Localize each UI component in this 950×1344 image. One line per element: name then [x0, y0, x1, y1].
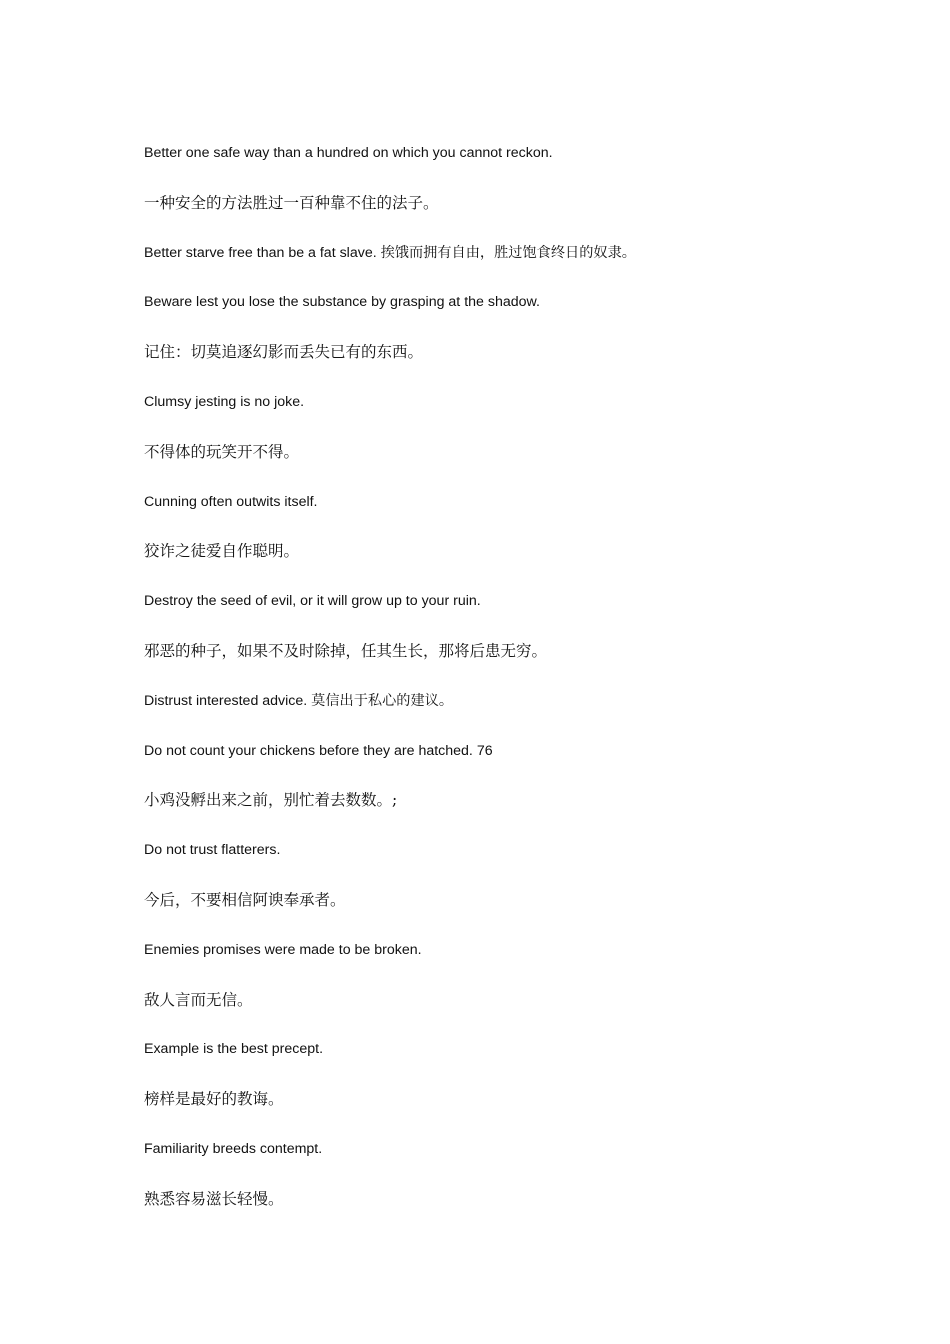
text-line: 今后，不要相信阿谀奉承者。 — [144, 890, 346, 909]
text-line: 不得体的玩笑开不得。 — [144, 442, 300, 461]
text-line: 狡诈之徒爱自作聪明。 — [144, 542, 300, 561]
text-line: 一种安全的方法胜过一百种靠不住的法子。 — [144, 193, 439, 212]
text-line: 熟悉容易滋长轻慢。 — [144, 1189, 284, 1208]
text-line: 记住：切莫追逐幻影而丢失已有的东西。 — [144, 343, 424, 362]
text-line: Destroy the seed of evil, or it will grow up to your ruin. — [144, 593, 481, 610]
text-line: Beware lest you lose the substance by grasping at the shadow. — [144, 294, 540, 311]
text-line: 小鸡没孵出来之前，别忙着去数数。; — [144, 791, 398, 810]
text-line: Do not trust flatterers. — [144, 842, 281, 859]
text-line: Do not count your chickens before they are hatched. 76 — [144, 742, 493, 759]
text-line: Familiarity breeds contempt. — [144, 1140, 323, 1157]
text-line: 敌人言而无信。 — [144, 990, 253, 1009]
text-line: Example is the best precept. — [144, 1041, 324, 1058]
text-line: Distrust interested advice. 莫信出于私心的建议。 — [144, 692, 454, 709]
text-line: 邪恶的种子，如果不及时除掉，任其生长，那将后患无穷。 — [144, 641, 548, 660]
text-line: Enemies promises were made to be broken. — [144, 941, 422, 958]
text-line: Cunning often outwits itself. — [144, 493, 318, 510]
text-line: Clumsy jesting is no joke. — [144, 393, 305, 410]
text-line: Better starve free than be a fat slave. 挨饿而拥有自由，胜过饱食终日的奴隶。 — [144, 244, 636, 261]
proverb-list — [144, 141, 884, 1237]
text-line: Better one safe way than a hundred on which you cannot reckon. — [144, 145, 553, 161]
text-line: 榜样是最好的教诲。 — [144, 1090, 284, 1109]
